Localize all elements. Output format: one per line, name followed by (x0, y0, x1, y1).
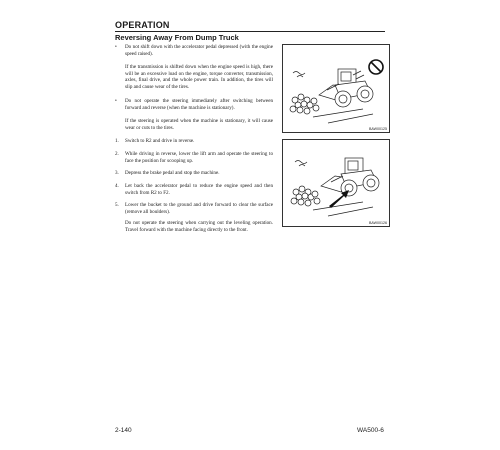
step-text: While driving in reverse, lower the lift arm and operate the steering to face the position for scooping up. (125, 151, 273, 164)
bullet-marker: • (115, 98, 117, 104)
page-title: Reversing Away From Dump Truck (115, 33, 239, 42)
step-text: Depress the brake pedal and stop the machine. (125, 170, 220, 176)
wheel-loader (321, 158, 379, 196)
step-text: Let back the accelerator pedal to reduce the engine speed and then switch from R2 to F2. (125, 183, 273, 196)
loader-illustration (283, 45, 389, 132)
step-number: 1. (115, 138, 119, 144)
figure-code: BAW00126 (368, 221, 387, 225)
wheel-loader (319, 69, 373, 107)
step-item (115, 138, 273, 145)
step-number: 4. (115, 183, 119, 189)
bullet-note: If the steering is operated when the machine is stationary, it will cause wear or cuts to the tires. (125, 118, 273, 131)
bullet-text: Do not operate the steering immediately after switching between forward and reverse (when the machine is stationary). (125, 98, 273, 111)
step-item (115, 170, 273, 177)
step-item (115, 151, 273, 164)
step-note: Do not operate the steering when carrying out the leveling operation. Travel forward with the machine facing directly to the front. (125, 220, 273, 233)
figure-loader-reversing (282, 44, 390, 133)
step-item (115, 202, 273, 215)
step-number: 5. (115, 202, 119, 208)
section-label: OPERATION (115, 20, 170, 30)
bullet-text: Do not shift down with the accelerator pedal depressed (with the engine speed raised). (125, 44, 273, 57)
bullet-item (115, 44, 273, 57)
bullet-marker: • (115, 44, 117, 50)
step-number: 3. (115, 170, 119, 176)
header-rule (115, 31, 385, 32)
rock-pile (291, 186, 320, 206)
prohibited-icon (369, 60, 383, 74)
page-number: 2-140 (115, 427, 132, 434)
bullet-note: If the transmission is shifted down when the engine speed is high, there will be an excessive load on the engine, torque converter, transmission, axles, final drive, and the whole power train. In addition, the tires will slip and cause wear of the tires. (125, 64, 273, 90)
model-number: WA500-6 (357, 427, 384, 434)
step-item (115, 183, 273, 196)
figure-code: BAW00125 (368, 127, 387, 131)
step-number: 2. (115, 151, 119, 157)
bullet-item (115, 98, 273, 111)
rock-pile (290, 94, 319, 114)
loader-illustration (283, 140, 389, 226)
step-text: Lower the bucket to the ground and drive forward to clear the surface (remove all boulders). (125, 202, 273, 215)
direction-arrow (329, 190, 349, 208)
step-text: Switch to R2 and drive in reverse. (125, 138, 195, 144)
figure-loader-leveling (282, 139, 390, 227)
